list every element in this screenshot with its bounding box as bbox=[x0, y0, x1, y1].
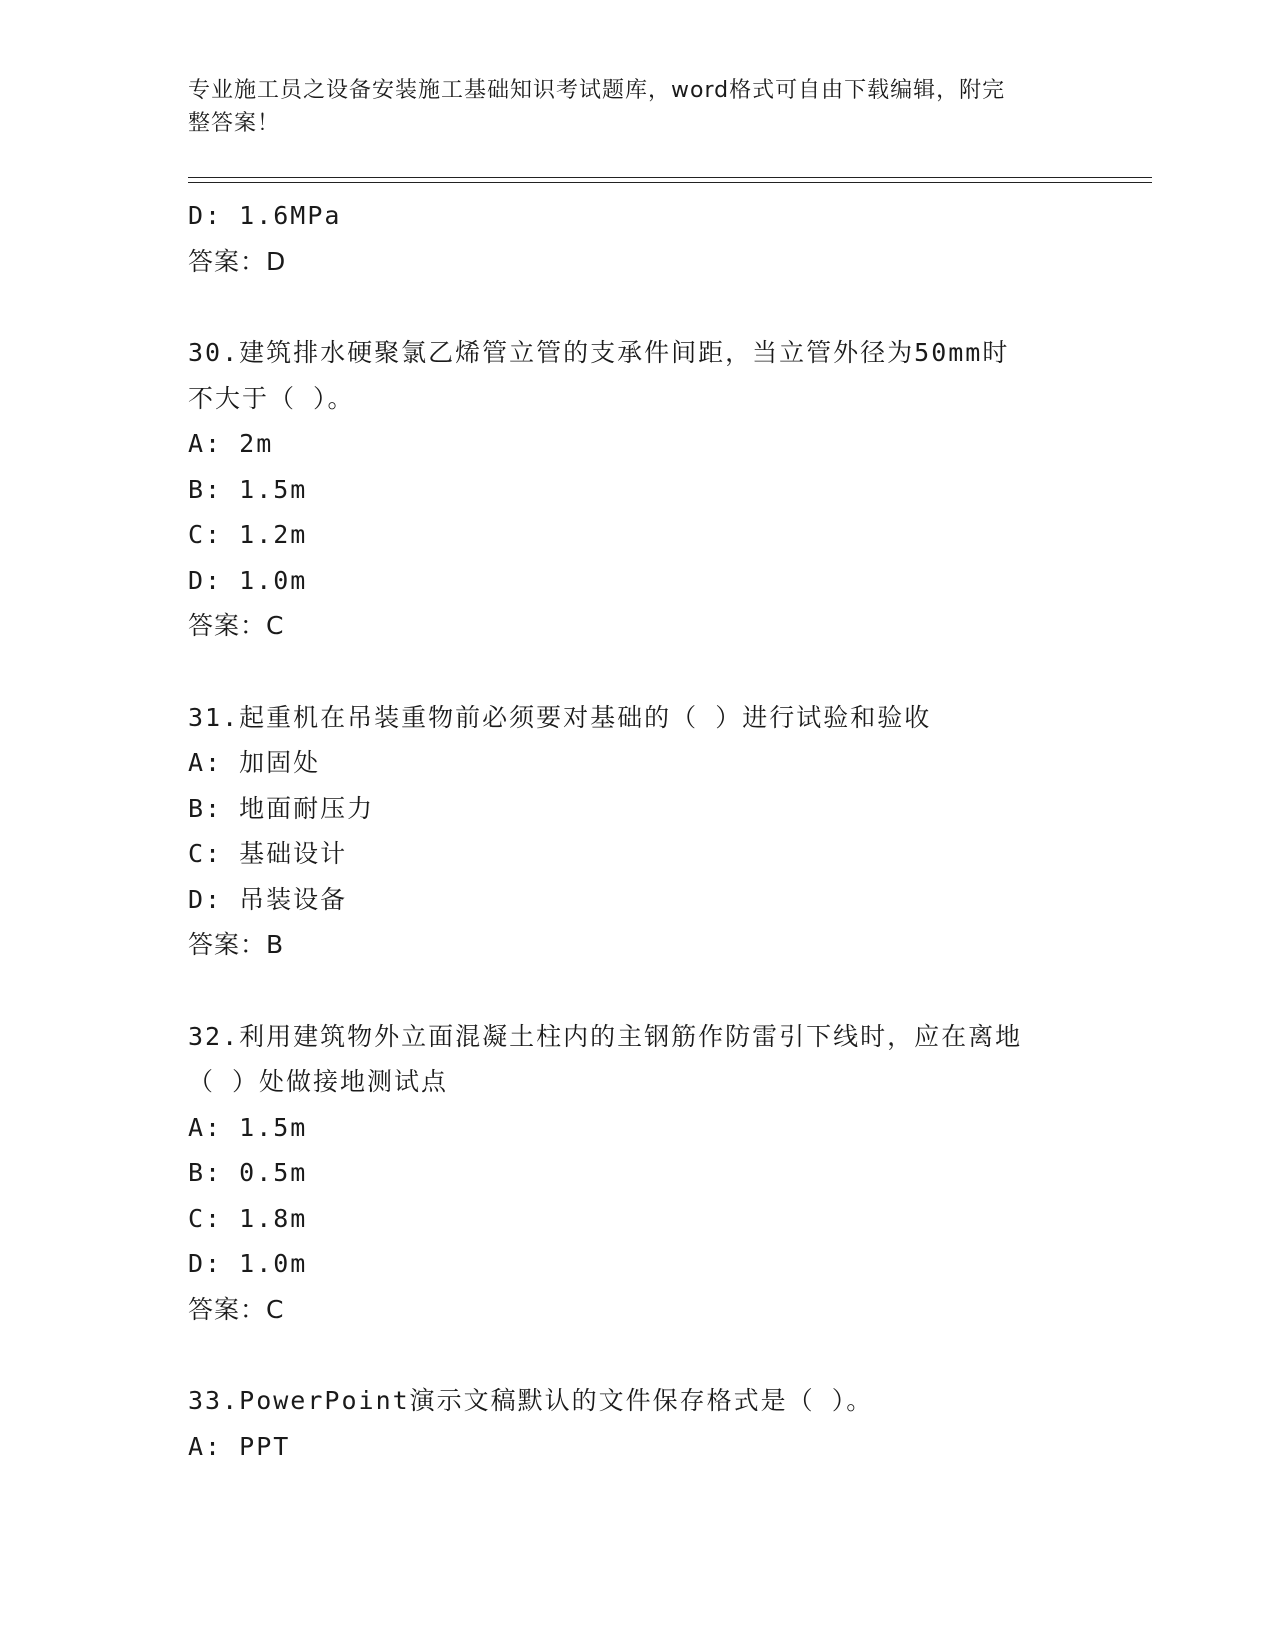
answer-label: 答案：B bbox=[188, 930, 285, 959]
question-32 bbox=[188, 1014, 1088, 1333]
answer-label: 答案：C bbox=[188, 611, 285, 640]
question-stem-line-1: 31.起重机在吊装重物前必须要对基础的（ ）进行试验和验收 bbox=[188, 702, 932, 732]
option-c: C: 1.8m bbox=[188, 1203, 308, 1233]
question-31 bbox=[188, 695, 1088, 968]
option-a: A: 加固处 bbox=[188, 748, 321, 777]
option-d: D: 1.0m bbox=[188, 1249, 308, 1278]
question-list bbox=[188, 193, 1088, 1469]
header-title-line-2: 整答案！ bbox=[188, 111, 281, 136]
option-b: B: 地面耐压力 bbox=[188, 793, 375, 823]
option-d: D: 1.6MPa bbox=[188, 201, 342, 230]
option-b: B: 1.5m bbox=[188, 474, 308, 504]
header-divider-bottom bbox=[188, 182, 1152, 183]
option-a: A: PPT bbox=[188, 1431, 291, 1461]
answer-label: 答案：C bbox=[188, 1294, 285, 1324]
header-divider-top bbox=[188, 177, 1152, 178]
header-title-line-1: 专业施工员之设备安装施工基础知识考试题库，word格式可自由下载编辑，附完 bbox=[188, 78, 1006, 103]
question-29-tail bbox=[188, 193, 1088, 284]
answer-label: 答案：D bbox=[188, 246, 287, 276]
option-d: D: 吊装设备 bbox=[188, 884, 348, 914]
option-b: B: 0.5m bbox=[188, 1158, 308, 1187]
question-stem-line-1: 30.建筑排水硬聚氯乙烯管立管的支承件间距，当立管外径为50mm时 bbox=[188, 338, 1010, 367]
document-header bbox=[188, 74, 1068, 140]
question-stem-line-1: 32.利用建筑物外立面混凝土柱内的主钢筋作防雷引下线时，应在离地 bbox=[188, 1021, 1023, 1051]
option-c: C: 1.2m bbox=[188, 520, 308, 549]
option-a: A: 2m bbox=[188, 429, 274, 458]
option-c: C: 基础设计 bbox=[188, 839, 348, 868]
option-a: A: 1.5m bbox=[188, 1112, 308, 1142]
question-stem-line-2: （ ）处做接地测试点 bbox=[188, 1067, 449, 1096]
question-30 bbox=[188, 330, 1088, 649]
question-stem-line-2: 不大于（ ）。 bbox=[188, 383, 355, 413]
question-33 bbox=[188, 1378, 1088, 1469]
question-stem-line-1: 33.PowerPoint演示文稿默认的文件保存格式是（ ）。 bbox=[188, 1386, 874, 1415]
option-d: D: 1.0m bbox=[188, 565, 308, 595]
